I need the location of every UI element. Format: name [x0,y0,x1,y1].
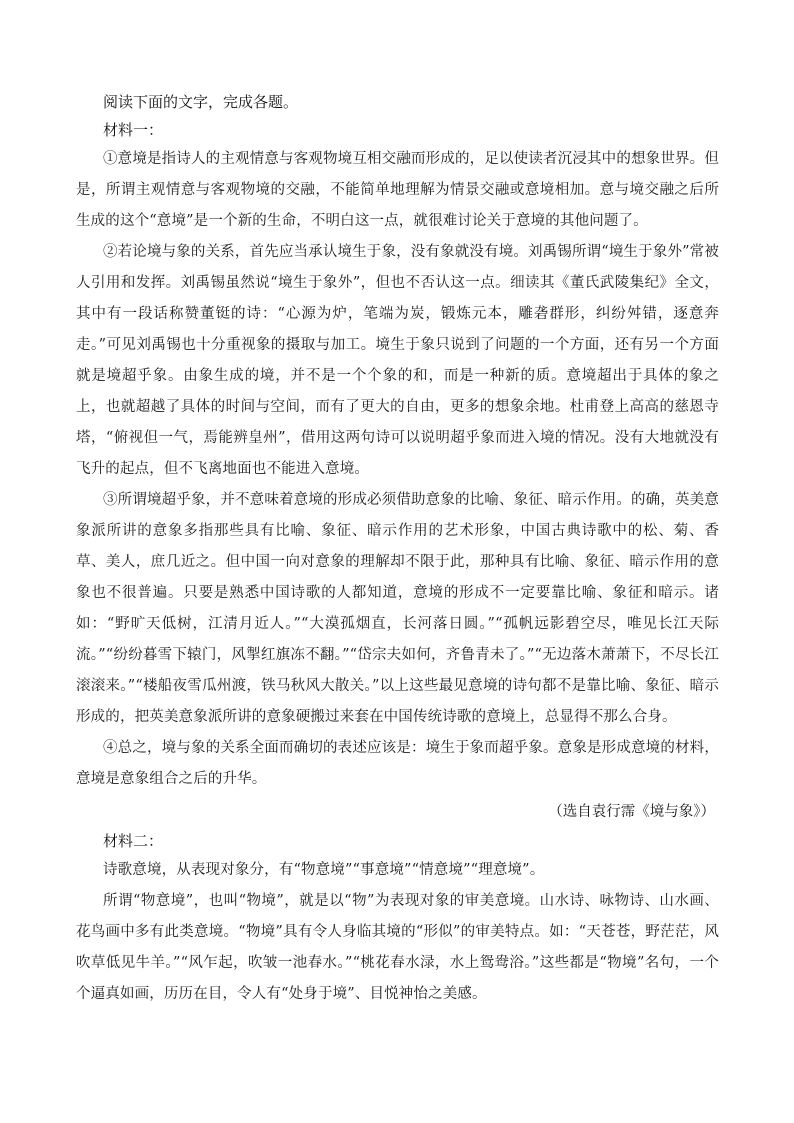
material-one-paragraph-2: ②若论境与象的关系，首先应当承认境生于象，没有象就没有境。刘禹锡所谓“境生于象外”常被人引用和发挥。刘禹锡虽然说“境生于象外”，但也不否认这一点。细读其《董氏武陵集纪》全文，其中有一段话称赞董铤的诗：“心源为炉，笔端为炭，锻炼元本，雕砻群形，纠纷舛错，逐意奔走。”可见刘禹锡也十分重视象的摄取与加工。境生于象只说到了问题的一个方面，还有另一个方面就是境超乎象。由象生成的境，并不是一个个象的和，而是一种新的质。意境超出于具体的象之上，也就超越了具体的时间与空间，而有了更大的自由，更多的想象余地。杜甫登上高高的慈恩寺塔，“俯视但一气，焉能辨皇州”，借用这两句诗可以说明超乎象而进入境的情况。没有大地就没有飞升的起点，但不飞离地面也不能进入意境。 [76,244,719,477]
material-two-paragraph-2: 所谓“物意境”，也叫“物境”，就是以“物”为表现对象的审美意境。山水诗、咏物诗、山水画、花鸟画中多有此类意境。“物境”具有令人身临其境的“形似”的审美特点。如：“天苍苍，野茫茫，风吹草低见牛羊。”“风乍起，吹皱一池春水。”“桃花春水渌，水上鸳鸯浴。”这些都是“物境”名句，一个个逼真如画，历历在目，令人有“处身于境”、目悦神怡之美感。 [76,893,719,1002]
material-two-paragraph-1: 诗歌意境，从表现对象分，有“物意境”“事意境”“情意境”“理意境”。 [103,862,545,878]
material-one-paragraph-3: ③所谓境超乎象，并不意味着意境的形成必须借助意象的比喻、象征、暗示作用。的确，英美意象派所讲的意象多指那些具有比喻、象征、暗示作用的艺术形象，中国古典诗歌中的松、菊、香草、美人，庶几近之。但中国一向对意象的理解却不限于此，那种具有比喻、象征、暗示作用的意象也不很普遍。只要是熟悉中国诗歌的人都知道，意境的形成不一定要靠比喻、象征和暗示。诸如：“野旷天低树，江清月近人。”“大漠孤烟直，长河落日圆。”“孤帆远影碧空尽，唯见长江天际流。”“纷纷暮雪下辕门，风掣红旗冻不翻。”“岱宗夫如何，齐鲁青未了。”“无边落木萧萧下，不尽长江滚滚来。”“楼船夜雪瓜州渡，铁马秋风大散关。”以上这些最见意境的诗句都不是靠比喻、象征、暗示形成的，把英美意象派所讲的意象硬搬过来套在中国传统诗歌的意境上，总显得不那么合身。 [76,492,719,725]
instruction-text: 阅读下面的文字，完成各题。 [103,93,299,111]
document-body [76,88,719,1010]
material-one-paragraph-4: ④总之，境与象的关系全面而确切的表述应该是：境生于象而超乎象。意象是形成意境的材料，意境是意象组合之后的升华。 [76,740,719,787]
material-one-paragraph-1: ①意境是指诗人的主观情意与客观物境互相交融而形成的，足以使读者沉浸其中的想象世界。但是，所谓主观情意与客观物境的交融，不能简单地理解为情景交融或意境相加。意与境交融之后所生成的这个“意境”是一个新的生命，不明白这一点，就很难讨论关于意境的其他问题了。 [76,151,719,229]
material-two-label: 材料二： [103,832,164,850]
material-one-label: 材料一： [103,121,164,139]
material-one-source: （选自袁行霈《境与象》） [548,804,715,820]
